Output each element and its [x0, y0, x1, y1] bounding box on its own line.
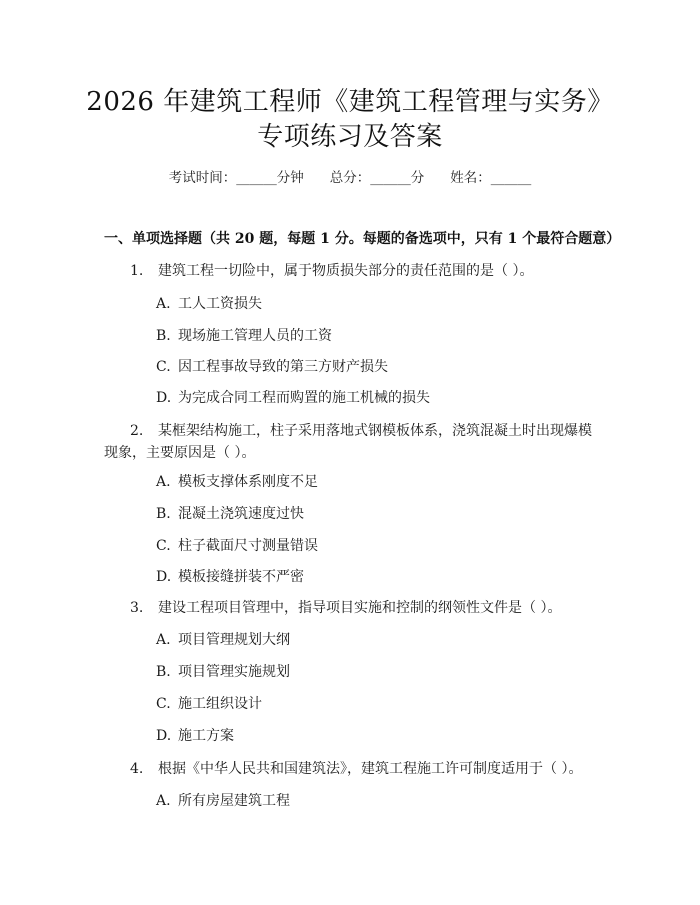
exam-time-field: 考试时间：______分钟: [168, 170, 304, 186]
question-2-option-a: [156, 472, 318, 492]
question-3-option-c: [156, 694, 262, 714]
option-letter: B.: [156, 328, 171, 344]
option-text: 工人工资损失: [178, 296, 262, 312]
option-text: 模板接缝拼装不严密: [178, 569, 304, 585]
question-text: 某框架结构施工，柱子采用落地式钢模板体系，浇筑混凝土时出现爆模现象，主要原因是（ ）。: [104, 423, 592, 461]
name-field: 姓名：______: [450, 170, 532, 186]
question-1: [104, 260, 604, 282]
question-number: 3.: [130, 600, 144, 616]
question-2-option-b: [156, 504, 304, 524]
option-text: 柱子截面尺寸测量错误: [178, 538, 318, 554]
exam-info-line: [0, 168, 700, 188]
question-3-option-a: [156, 630, 290, 650]
option-letter: D.: [156, 569, 172, 585]
question-3-option-d: [156, 726, 234, 746]
option-text: 施工组织设计: [178, 696, 262, 712]
question-3: [104, 597, 604, 619]
option-text: 因工程事故导致的第三方财产损失: [178, 359, 388, 375]
question-text: 根据《中华人民共和国建筑法》，建筑工程施工许可制度适用于（ ）。: [158, 761, 583, 777]
option-text: 项目管理实施规划: [178, 664, 290, 680]
option-letter: B.: [156, 664, 171, 680]
option-letter: A.: [156, 793, 171, 809]
option-text: 所有房屋建筑工程: [178, 793, 290, 809]
question-number: 4.: [130, 761, 144, 777]
question-number: 2.: [130, 423, 144, 439]
question-3-option-b: [156, 662, 290, 682]
question-4: [104, 758, 604, 780]
option-letter: D.: [156, 728, 172, 744]
option-letter: A.: [156, 474, 171, 490]
option-text: 为完成合同工程而购置的施工机械的损失: [178, 390, 430, 406]
question-1-option-a: [156, 294, 262, 314]
document-title-line-1: 2026 年建筑工程师《建筑工程管理与实务》: [86, 87, 614, 117]
option-letter: C.: [156, 359, 171, 375]
option-text: 模板支撑体系刚度不足: [178, 474, 318, 490]
document-title-line-2: 专项练习及答案: [257, 122, 443, 152]
option-letter: C.: [156, 696, 171, 712]
option-letter: A.: [156, 296, 171, 312]
option-text: 施工方案: [178, 728, 234, 744]
question-1-option-c: [156, 357, 388, 377]
question-number: 1.: [130, 263, 144, 279]
option-text: 项目管理规划大纲: [178, 632, 290, 648]
question-2: [104, 420, 604, 464]
option-letter: A.: [156, 632, 171, 648]
question-text: 建设工程项目管理中，指导项目实施和控制的纲领性文件是（ ）。: [158, 600, 562, 616]
question-2-option-c: [156, 536, 318, 556]
option-letter: B.: [156, 506, 171, 522]
question-1-option-d: [156, 388, 430, 408]
question-1-option-b: [156, 326, 332, 346]
option-letter: C.: [156, 538, 171, 554]
total-score-field: 总分：______分: [329, 170, 425, 186]
question-text: 建筑工程一切险中，属于物质损失部分的责任范围的是（ ）。: [158, 263, 534, 279]
section-heading: 一、单项选择题（共 20 题，每题 1 分。每题的备选项中，只有 1 个最符合题意）: [104, 231, 621, 247]
question-4-option-a: [156, 791, 290, 811]
option-text: 现场施工管理人员的工资: [178, 328, 332, 344]
question-2-option-d: [156, 567, 304, 587]
option-text: 混凝土浇筑速度过快: [178, 506, 304, 522]
option-letter: D.: [156, 390, 172, 406]
